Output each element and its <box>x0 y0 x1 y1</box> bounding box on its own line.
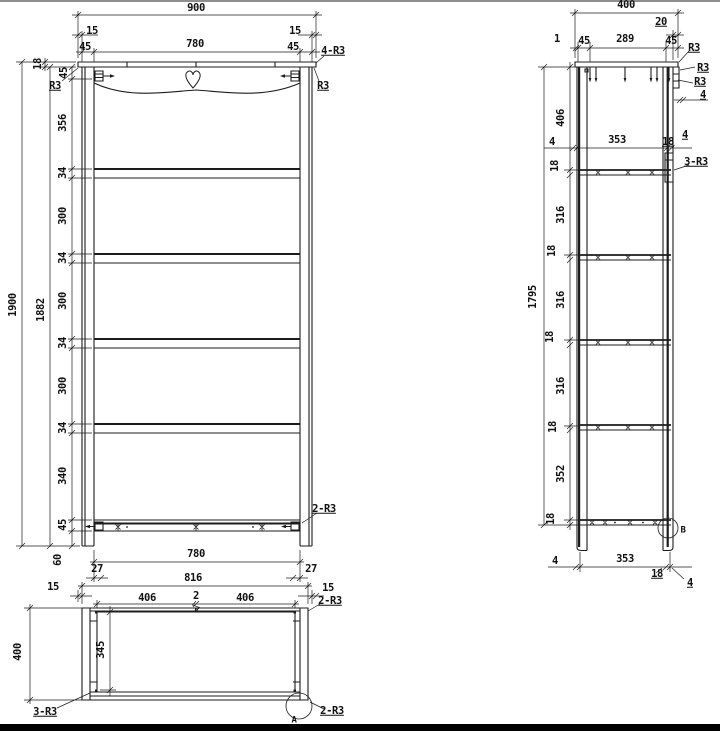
detail-marker-a: A <box>291 715 297 726</box>
dimension-label-plan-7: 400 <box>11 643 24 661</box>
dimension-label-side-4: 289 <box>616 32 634 45</box>
dimension-label-plan-2: 406 <box>138 591 156 604</box>
dimension-label-side-22: 18 <box>546 421 559 433</box>
dimension-label-side-16: 18 <box>548 160 561 172</box>
dimension-label-side-12: 353 <box>608 133 626 146</box>
dimension-label-front-21: 1900 <box>6 293 19 317</box>
dimension-label-side-26: 4 <box>552 554 558 567</box>
dimension-label-front-1: 15 <box>86 24 98 37</box>
dimension-label-side-8: R3 <box>694 75 706 88</box>
dimension-label-front-20: 45 <box>56 519 69 531</box>
dimension-label-side-29: 4 <box>687 576 693 589</box>
dimension-label-plan-3: 2 <box>193 589 199 602</box>
side-pin-arrow-heads <box>589 78 671 83</box>
front-arrow-heads <box>85 74 286 528</box>
dimension-label-front-16: 34 <box>56 337 69 349</box>
dimension-label-plan-1: 816 <box>184 571 202 584</box>
dimension-label-plan-0: 15 <box>47 580 59 593</box>
plan-dim-lines <box>24 582 324 709</box>
dimension-label-front-8: R3 <box>317 79 329 92</box>
dimension-label-front-3: 780 <box>186 37 204 50</box>
front-hardware-marks <box>116 524 265 531</box>
dimension-label-front-6: 4-R3 <box>321 44 345 57</box>
dimension-label-front-0: 900 <box>187 1 205 14</box>
dimension-label-side-23: 352 <box>554 465 567 483</box>
dimension-label-side-21: 316 <box>554 377 567 395</box>
dimension-label-front-18: 34 <box>56 422 69 434</box>
dimension-label-plan-9: 3-R3 <box>33 705 57 718</box>
side-hardware-marks <box>590 171 657 525</box>
dimension-label-side-27: 353 <box>616 552 634 565</box>
sheet-bottom-bar <box>0 724 720 731</box>
dimension-label-side-14: 4 <box>682 128 688 141</box>
dimension-label-front-4: 15 <box>289 24 301 37</box>
plan-leg-corner-marks <box>95 611 296 692</box>
dimension-label-plan-8: 345 <box>94 641 107 659</box>
front-object-lines <box>78 62 316 546</box>
dimension-label-front-26: 27 <box>91 562 103 575</box>
detail-marker-b: B <box>680 525 686 536</box>
dimension-label-side-9: 4 <box>700 88 706 101</box>
dimension-label-front-2: 45 <box>79 40 91 53</box>
screw-dot <box>126 526 128 528</box>
dimension-label-front-7: R3 <box>49 79 61 92</box>
front-shelf-lines <box>94 169 300 524</box>
dimension-label-side-28: 18 <box>651 567 663 580</box>
dimension-label-plan-6: 2-R3 <box>318 594 342 607</box>
dimension-label-front-13: 300 <box>56 207 69 225</box>
dimension-label-side-7: R3 <box>697 61 709 74</box>
dimension-label-plan-11: 2-R3 <box>320 704 344 717</box>
dimension-label-side-15: 3-R3 <box>684 155 708 168</box>
dimension-label-front-17: 300 <box>56 377 69 395</box>
dimension-label-front-22: 1882 <box>34 298 47 322</box>
dimension-label-plan-4: 406 <box>236 591 254 604</box>
heart-cutout-icon <box>186 71 200 88</box>
screw-dot <box>614 522 616 524</box>
detail-circle-a <box>286 693 312 719</box>
dimension-label-side-20: 18 <box>543 331 556 343</box>
dimension-label-side-6: R3 <box>688 41 700 54</box>
dimension-label-front-10: 45 <box>57 67 70 79</box>
dimension-label-front-5: 45 <box>287 40 299 53</box>
dimension-label-front-19: 340 <box>56 467 69 485</box>
dimension-label-side-13: 18 <box>662 135 674 148</box>
dimension-label-plan-5: 15 <box>322 581 334 594</box>
dimension-label-front-24: 2-R3 <box>312 502 336 515</box>
plan-view-drawing <box>24 582 324 719</box>
dimension-label-side-10: 406 <box>554 109 567 127</box>
dimension-label-side-2: 1 <box>554 32 560 45</box>
plan-object-lines <box>82 608 308 700</box>
dimension-label-front-9: 18 <box>31 58 44 70</box>
dimension-label-front-27: 27 <box>305 562 317 575</box>
dimension-label-side-25: 1795 <box>526 285 539 309</box>
dimension-label-front-12: 34 <box>56 167 69 179</box>
dimension-label-side-0: 400 <box>617 0 635 11</box>
dimension-label-side-19: 316 <box>554 291 567 309</box>
dimension-label-side-1: 20 <box>655 15 667 28</box>
dimension-label-front-11: 356 <box>56 114 69 132</box>
dimension-label-front-25: 780 <box>187 547 205 560</box>
dimension-label-side-24: 18 <box>544 513 557 525</box>
dimension-label-side-3: 45 <box>578 34 590 47</box>
dimension-label-front-15: 300 <box>56 292 69 310</box>
dimension-label-front-23: 60 <box>51 554 64 566</box>
dimension-label-side-17: 316 <box>554 206 567 224</box>
dimension-label-front-14: 34 <box>56 252 69 264</box>
dimension-label-side-18: 18 <box>545 245 558 257</box>
dimension-label-side-11: 4 <box>549 135 555 148</box>
dimension-label-side-5: 45 <box>665 34 677 47</box>
screw-dot <box>642 522 644 524</box>
screw-dot <box>252 526 254 528</box>
